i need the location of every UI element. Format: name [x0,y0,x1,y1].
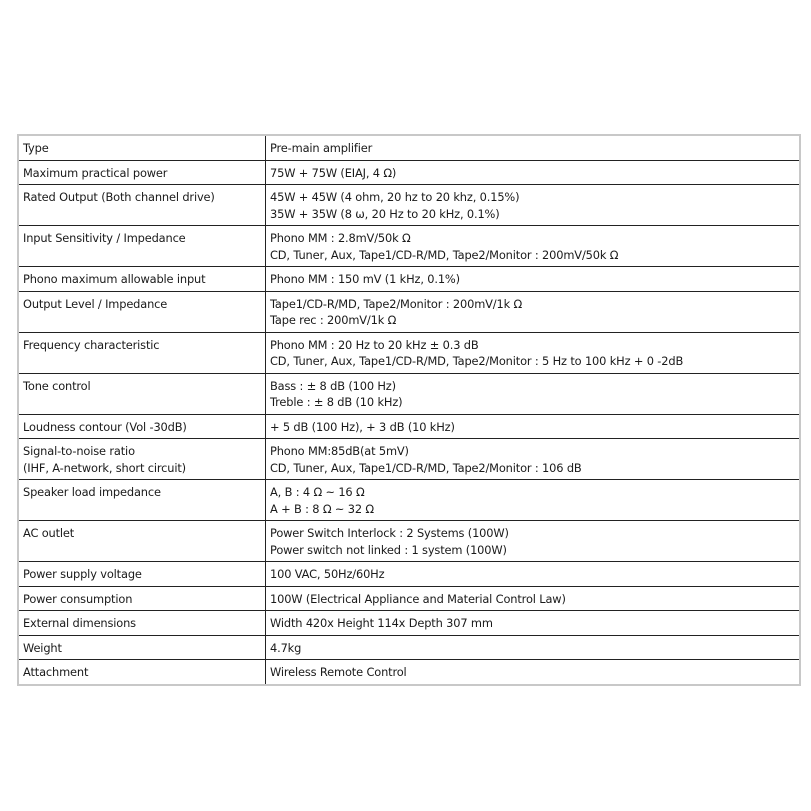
spec-label-cell [19,586,266,611]
spec-label-cell [19,635,266,660]
spec-label-cell [19,136,266,160]
spec-label: Type [23,141,49,155]
spec-value-cell [266,611,800,636]
spec-value: 100 VAC, 50Hz/60Hz [270,567,385,581]
spec-value: Phono MM : 20 Hz to 20 kHz ± 0.3 dB [270,337,479,352]
spec-label: Phono maximum allowable input [23,272,206,286]
spec-value-cell [266,586,800,611]
spec-label-cell [19,660,266,684]
spec-label-cell [19,414,266,439]
spec-value: 35W + 35W (8 ω, 20 Hz to 20 kHz, 0.1%) [270,206,500,221]
spec-value: Width 420x Height 114x Depth 307 mm [270,616,493,630]
spec-row [19,586,799,611]
spec-value: 45W + 45W (4 ohm, 20 hz to 20 khz, 0.15%) [270,190,520,204]
spec-label: Rated Output (Both channel drive) [23,190,215,204]
spec-label: Maximum practical power [23,165,168,180]
spec-label: Power consumption [23,591,133,606]
spec-row [19,226,799,267]
spec-value: A + B : 8 Ω ~ 32 Ω [270,501,374,516]
spec-value-cell [266,439,800,480]
spec-label: External dimensions [23,616,136,630]
spec-value: Phono MM : 2.8mV/50k Ω [270,231,411,245]
spec-label-cell [19,611,266,636]
spec-value: Tape1/CD-R/MD, Tape2/Monitor : 200mV/1k Ω [270,296,523,311]
spec-value-cell [266,136,800,160]
spec-value: Bass : ± 8 dB (100 Hz) [270,378,396,393]
spec-label: Signal-to-noise ratio [23,444,135,458]
spec-label-cell [19,439,266,480]
spec-value: + 5 dB (100 Hz), + 3 dB (10 kHz) [270,419,455,434]
spec-row [19,185,799,226]
spec-label: Weight [23,640,62,655]
spec-label-cell [19,480,266,521]
spec-value-cell [266,414,800,439]
spec-value: Phono MM : 150 mV (1 kHz, 0.1%) [270,272,460,286]
spec-value: 75W + 75W (EIAJ, 4 Ω) [270,165,397,180]
spec-label: Output Level / Impedance [23,296,168,311]
spec-value-cell [266,635,800,660]
spec-value: CD, Tuner, Aux, Tape1/CD-R/MD, Tape2/Monitor : 106 dB [270,460,582,475]
spec-table-container [17,134,801,686]
spec-value: CD, Tuner, Aux, Tape1/CD-R/MD, Tape2/Monitor : 200mV/50k Ω [270,247,619,262]
spec-row [19,660,799,684]
spec-value: Wireless Remote Control [270,665,407,679]
spec-label-cell [19,562,266,587]
spec-value-cell [266,291,800,332]
spec-row [19,439,799,480]
spec-value: CD, Tuner, Aux, Tape1/CD-R/MD, Tape2/Monitor : 5 Hz to 100 kHz + 0 -2dB [270,354,684,368]
spec-value-cell [266,185,800,226]
spec-row [19,373,799,414]
spec-label-cell [19,267,266,292]
spec-row [19,160,799,185]
spec-row [19,267,799,292]
spec-value: Power Switch Interlock : 2 Systems (100W) [270,526,509,540]
spec-label: (IHF, A-network, short circuit) [23,460,186,475]
spec-label-cell [19,291,266,332]
spec-label-cell [19,521,266,562]
spec-row [19,414,799,439]
spec-value: 4.7kg [270,640,302,655]
spec-label-cell [19,185,266,226]
spec-value-cell [266,521,800,562]
spec-label-cell [19,160,266,185]
spec-table-body [19,136,799,684]
spec-value-cell [266,480,800,521]
spec-label: Speaker load impedance [23,485,161,499]
spec-row [19,332,799,373]
spec-value-cell [266,160,800,185]
spec-label: Loudness contour (Vol -30dB) [23,419,187,434]
spec-row [19,635,799,660]
spec-row [19,136,799,160]
spec-label: AC outlet [23,526,75,540]
spec-value: Phono MM:85dB(at 5mV) [270,444,409,458]
spec-value: Pre-main amplifier [270,141,373,155]
spec-label-cell [19,332,266,373]
spec-value-cell [266,660,800,684]
spec-value-cell [266,373,800,414]
spec-label: Input Sensitivity / Impedance [23,231,186,245]
spec-value: Treble : ± 8 dB (10 kHz) [270,395,403,409]
spec-label: Frequency characteristic [23,337,160,352]
spec-label: Attachment [23,665,89,679]
spec-value: Power switch not linked : 1 system (100W) [270,542,507,557]
spec-label: Tone control [23,378,91,393]
spec-row [19,611,799,636]
spec-label-cell [19,373,266,414]
spec-value-cell [266,226,800,267]
spec-value: 100W (Electrical Appliance and Material Control Law) [270,591,566,606]
spec-value: Tape rec : 200mV/1k Ω [270,313,397,327]
spec-table [19,136,799,684]
spec-label: Power supply voltage [23,567,142,581]
spec-row [19,521,799,562]
spec-value-cell [266,332,800,373]
spec-row [19,562,799,587]
spec-row [19,480,799,521]
spec-value-cell [266,267,800,292]
spec-value-cell [266,562,800,587]
spec-row [19,291,799,332]
spec-value: A, B : 4 Ω ~ 16 Ω [270,485,365,499]
spec-label-cell [19,226,266,267]
